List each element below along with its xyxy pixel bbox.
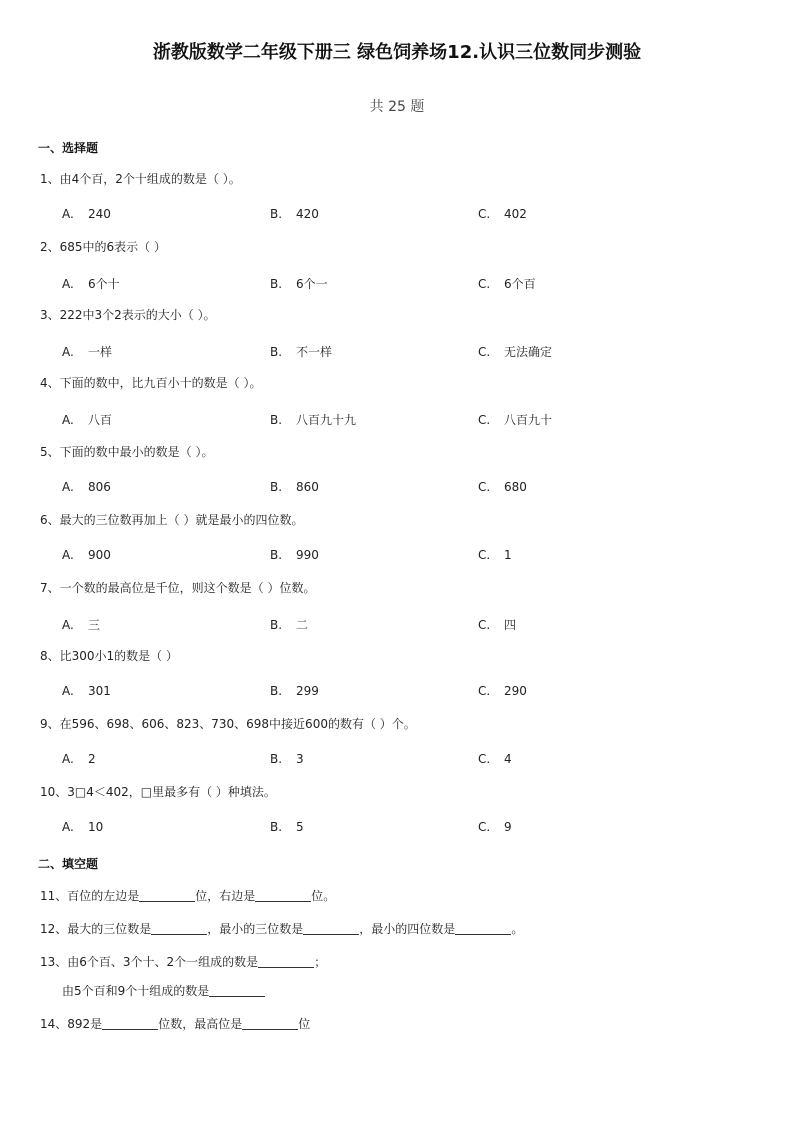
option-a[interactable]: A. 301 (62, 684, 111, 698)
question-10-options (62, 820, 762, 836)
question-14: 14、892是 位数，最高位是 位 (40, 1017, 311, 1031)
option-b[interactable]: B. 990 (270, 548, 319, 562)
section-heading-choice: 一、选择题 (38, 141, 99, 155)
option-a[interactable]: A. 三 (62, 618, 101, 632)
option-b[interactable]: B. 299 (270, 684, 319, 698)
option-b[interactable]: B. 八百九十九 (270, 413, 357, 427)
question-13: 13、由6个百、3个十、2个一组成的数是 ； (40, 955, 327, 969)
option-a[interactable]: A. 806 (62, 480, 111, 494)
question-13-part-2: 由5个百和9个十组成的数是 (62, 982, 265, 999)
question-10: 10、3□4＜402，□里最多有（ ）种填法。 (40, 785, 276, 799)
question-5-options (62, 480, 762, 496)
page-title: 浙教版数学二年级下册三 绿色饲养场12.认识三位数同步测验 (152, 42, 642, 63)
option-a[interactable]: A. 八百 (62, 413, 113, 427)
option-a[interactable]: A. 6个十 (62, 277, 120, 291)
option-b[interactable]: B. 6个一 (270, 277, 328, 291)
question-6: 6、最大的三位数再加上（ ）就是最小的四位数。 (40, 513, 304, 527)
question-2: 2、685中的6表示（ ） (40, 240, 166, 254)
question-4: 4、下面的数中，比九百小十的数是（ ）。 (40, 376, 262, 390)
option-c[interactable]: C. 4 (478, 752, 512, 766)
question-2-options (62, 275, 762, 291)
option-c[interactable]: C. 402 (478, 207, 527, 221)
option-c[interactable]: C. 无法确定 (478, 345, 553, 359)
question-1-options (62, 207, 762, 223)
answer-blank[interactable] (102, 1017, 158, 1030)
option-c[interactable]: C. 四 (478, 618, 517, 632)
question-5: 5、下面的数中最小的数是（ ）。 (40, 445, 214, 459)
question-3-options (62, 343, 762, 359)
option-b[interactable]: B. 860 (270, 480, 319, 494)
question-3: 3、222中3个2表示的大小（ ）。 (40, 308, 216, 322)
option-a[interactable]: A. 240 (62, 207, 111, 221)
option-a[interactable]: A. 900 (62, 548, 111, 562)
option-b[interactable]: B. 二 (270, 618, 309, 632)
question-9: 9、在596、698、606、823、730、698中接近600的数有（ ）个。 (40, 717, 416, 731)
option-a[interactable]: A. 2 (62, 752, 96, 766)
question-8: 8、比300小1的数是（ ） (40, 649, 178, 663)
option-b[interactable]: B. 420 (270, 207, 319, 221)
question-12: 12、最大的三位数是 ，最小的三位数是 ，最小的四位数是 。 (40, 922, 524, 936)
option-c[interactable]: C. 290 (478, 684, 527, 698)
answer-blank[interactable] (209, 984, 265, 997)
section-heading-fill: 二、填空题 (38, 857, 99, 871)
option-c[interactable]: C. 6个百 (478, 277, 536, 291)
answer-blank[interactable] (258, 955, 314, 968)
answer-blank[interactable] (242, 1017, 298, 1030)
option-a[interactable]: A. 10 (62, 820, 104, 834)
option-c[interactable]: C. 9 (478, 820, 512, 834)
question-8-options (62, 684, 762, 700)
answer-blank[interactable] (139, 889, 195, 902)
option-b[interactable]: B. 5 (270, 820, 304, 834)
question-4-options (62, 411, 762, 427)
question-11: 11、百位的左边是 位，右边是 位。 (40, 889, 336, 903)
answer-blank[interactable] (255, 889, 311, 902)
question-7: 7、一个数的最高位是千位，则这个数是（ ）位数。 (40, 581, 316, 595)
question-7-options (62, 616, 762, 632)
answer-blank[interactable] (303, 922, 359, 935)
question-count: 共 25 题 (369, 99, 425, 115)
question-1: 1、由4个百，2个十组成的数是（ ）。 (40, 172, 241, 186)
option-b[interactable]: B. 不一样 (270, 345, 333, 359)
option-a[interactable]: A. 一样 (62, 345, 113, 359)
option-c[interactable]: C. 1 (478, 548, 512, 562)
answer-blank[interactable] (151, 922, 207, 935)
option-c[interactable]: C. 八百九十 (478, 413, 553, 427)
question-6-options (62, 548, 762, 564)
answer-blank[interactable] (455, 922, 511, 935)
question-9-options (62, 752, 762, 768)
option-b[interactable]: B. 3 (270, 752, 304, 766)
option-c[interactable]: C. 680 (478, 480, 527, 494)
